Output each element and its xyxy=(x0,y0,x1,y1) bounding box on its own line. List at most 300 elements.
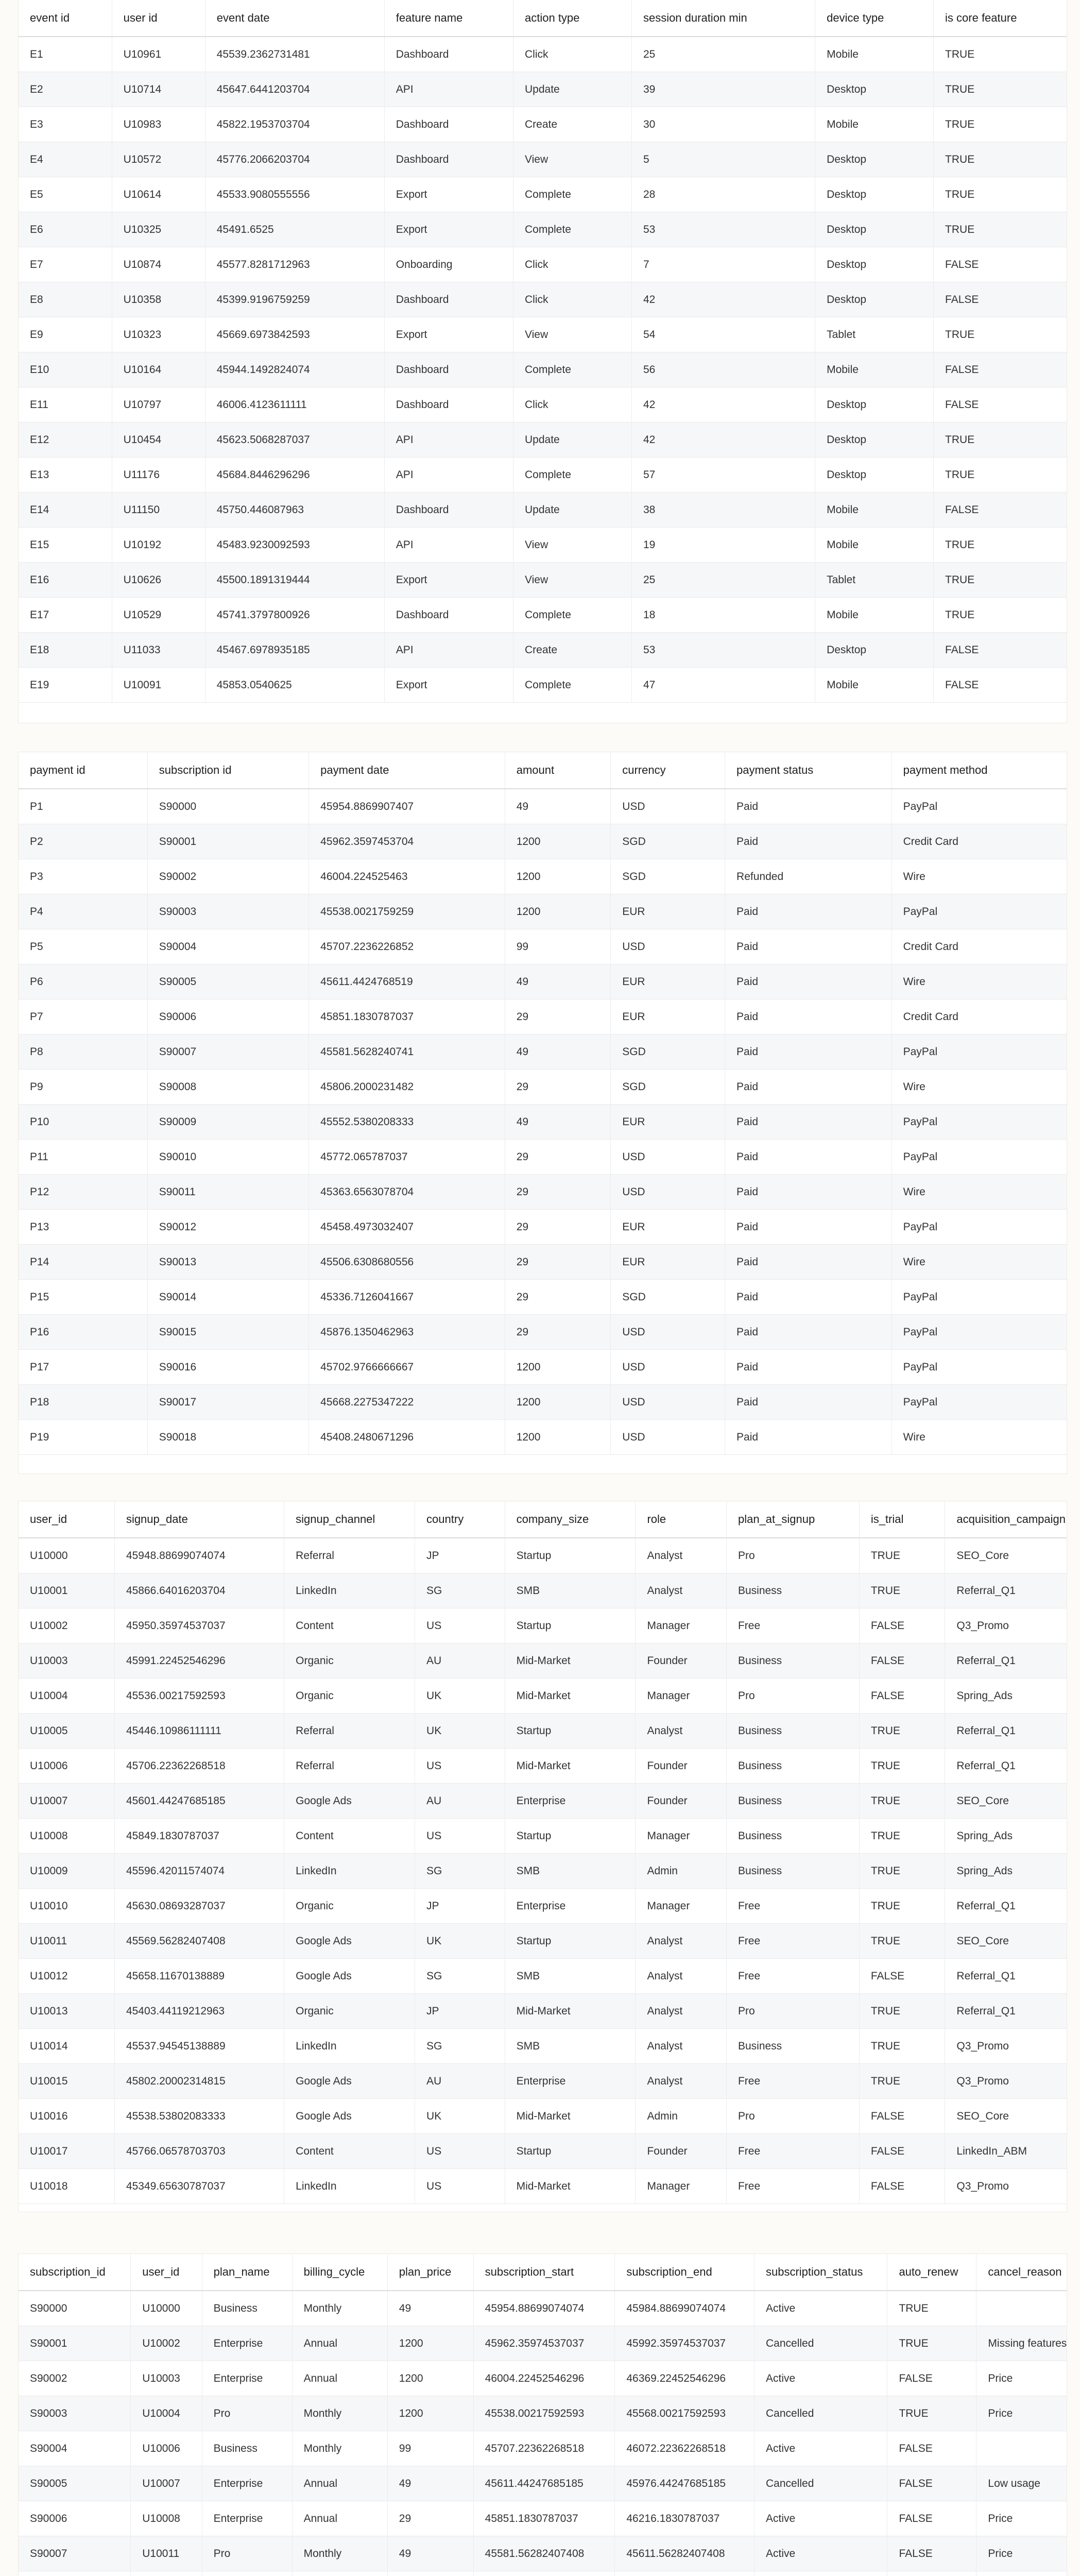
table-cell: U10008 xyxy=(131,2501,202,2536)
table-row[interactable] xyxy=(19,2029,1067,2064)
table-cell: Google Ads xyxy=(284,1959,415,1994)
table-cell: 29 xyxy=(505,1070,611,1105)
table-row[interactable] xyxy=(19,1784,1067,1819)
table-row[interactable] xyxy=(19,2064,1067,2099)
table-cell: 45611.4424768519 xyxy=(309,964,505,999)
table-cell: Startup xyxy=(505,1538,636,1573)
table-cell: 45446.10986111111 xyxy=(114,1714,284,1749)
table-cell: Paid xyxy=(725,1315,892,1350)
table-row[interactable] xyxy=(19,107,1067,142)
table-cell: S90005 xyxy=(19,2466,131,2501)
table-cell: TRUE xyxy=(859,1994,945,2029)
table-cell: 25 xyxy=(631,563,815,598)
table-cell: Mid-Market xyxy=(505,1994,636,2029)
table-row[interactable] xyxy=(19,1315,1067,1350)
table-cell: 45596.42011574074 xyxy=(114,1854,284,1889)
table-row[interactable] xyxy=(19,1608,1067,1643)
table-cell: Founder xyxy=(636,1749,727,1784)
table-cell: Wire xyxy=(892,1070,1067,1105)
table-cell: 39 xyxy=(631,72,815,107)
table-cell: Mid-Market xyxy=(505,1749,636,1784)
table-row[interactable] xyxy=(19,1643,1067,1679)
table-row[interactable] xyxy=(19,563,1067,598)
column-header[interactable]: is_trial xyxy=(859,1501,945,1538)
table-cell: Desktop xyxy=(815,422,934,457)
column-header[interactable]: event date xyxy=(205,0,384,37)
table-cell: Referral_Q1 xyxy=(945,1643,1067,1679)
table-cell: API xyxy=(384,72,513,107)
table-cell: Startup xyxy=(505,2134,636,2169)
table-cell: 49 xyxy=(505,789,611,824)
table-cell: U10358 xyxy=(112,282,205,317)
table-cell: FALSE xyxy=(859,1643,945,1679)
table-cell: 5 xyxy=(631,142,815,177)
table-cell: Business xyxy=(726,1854,859,1889)
table-cell: Export xyxy=(384,317,513,352)
table-cell: Refunded xyxy=(725,859,892,894)
table-cell: 45750.446087963 xyxy=(205,493,384,528)
table-cell: P13 xyxy=(19,1210,147,1245)
table-row[interactable] xyxy=(19,1538,1067,1573)
table-cell: PayPal xyxy=(892,1315,1067,1350)
table-row[interactable] xyxy=(19,1420,1067,1455)
payments-table-card xyxy=(19,752,1067,1473)
table-cell: TRUE xyxy=(859,1573,945,1608)
column-header[interactable]: currency xyxy=(611,752,725,789)
column-header[interactable]: plan_at_signup xyxy=(726,1501,859,1538)
table-cell: Mid-Market xyxy=(505,1679,636,1714)
table-cell: Paid xyxy=(725,929,892,964)
table-cell: Founder xyxy=(636,2134,727,2169)
table-cell: E16 xyxy=(19,563,112,598)
table-cell: PayPal xyxy=(892,1280,1067,1315)
column-header[interactable]: user id xyxy=(112,0,205,37)
column-header[interactable]: billing_cycle xyxy=(292,2254,387,2291)
table-row[interactable] xyxy=(19,2361,1067,2396)
table-cell: USD xyxy=(611,1315,725,1350)
table-cell: PayPal xyxy=(892,1105,1067,1140)
column-header[interactable]: plan_price xyxy=(387,2254,473,2291)
table-cell: JP xyxy=(415,1994,505,2029)
table-cell: Credit Card xyxy=(892,929,1067,964)
table-row[interactable] xyxy=(19,2571,1067,2576)
table-cell: Admin xyxy=(636,1854,727,1889)
table-cell: Desktop xyxy=(815,72,934,107)
table-cell: 45984.88699074074 xyxy=(615,2291,755,2326)
table-row[interactable] xyxy=(19,929,1067,964)
column-header[interactable]: device type xyxy=(815,0,934,37)
column-header[interactable]: subscription_status xyxy=(755,2254,887,2291)
table-cell: LinkedIn_ABM xyxy=(945,2134,1067,2169)
header-row xyxy=(19,2254,1067,2291)
table-cell: S90004 xyxy=(19,2431,131,2466)
header-row xyxy=(19,752,1067,789)
table-cell: S90001 xyxy=(19,2326,131,2361)
column-header[interactable]: payment date xyxy=(309,752,505,789)
table-cell: 45944.1492824074 xyxy=(205,352,384,387)
table-cell: U10454 xyxy=(112,422,205,457)
table-cell: Wire xyxy=(892,859,1067,894)
table-row[interactable] xyxy=(19,964,1067,999)
table-cell: EUR xyxy=(611,894,725,929)
table-cell: TRUE xyxy=(859,2064,945,2099)
table-cell: S90005 xyxy=(147,964,308,999)
table-row[interactable] xyxy=(19,999,1067,1035)
table-cell: EUR xyxy=(611,1210,725,1245)
table-cell: Paid xyxy=(725,789,892,824)
table-cell: FALSE xyxy=(887,2466,976,2501)
table-cell: 46006.4123611111 xyxy=(205,387,384,422)
table-cell: SG xyxy=(415,1959,505,1994)
table-cell: Content xyxy=(284,1819,415,1854)
table-row[interactable] xyxy=(19,1749,1067,1784)
column-header[interactable]: role xyxy=(636,1501,727,1538)
table-row[interactable] xyxy=(19,1175,1067,1210)
table-cell: 45766.06578703703 xyxy=(114,2134,284,2169)
table-cell: SMB xyxy=(505,1854,636,1889)
table-row[interactable] xyxy=(19,1854,1067,1889)
table-cell: U10325 xyxy=(112,212,205,247)
table-cell: Paid xyxy=(725,1070,892,1105)
table-cell: Q3_Promo xyxy=(945,2064,1067,2099)
table-cell: E19 xyxy=(19,668,112,703)
table-row[interactable] xyxy=(19,142,1067,177)
table-cell: 45658.11670138889 xyxy=(114,1959,284,1994)
table-row[interactable] xyxy=(19,789,1067,824)
table-cell: Onboarding xyxy=(384,247,513,282)
table-row[interactable] xyxy=(19,212,1067,247)
column-header[interactable]: country xyxy=(415,1501,505,1538)
table-cell: 45539.2362731481 xyxy=(205,37,384,72)
table-cell: Free xyxy=(726,1889,859,1924)
table-row[interactable] xyxy=(19,2396,1067,2431)
table-cell: 45552.5380208333 xyxy=(309,1105,505,1140)
table-cell: SG xyxy=(415,2029,505,2064)
column-header[interactable]: subscription_start xyxy=(473,2254,615,2291)
table-cell: Price xyxy=(976,2396,1067,2431)
table-cell: AU xyxy=(415,1643,505,1679)
column-header[interactable]: session duration min xyxy=(631,0,815,37)
table-row[interactable] xyxy=(19,387,1067,422)
table-cell: Referral xyxy=(284,1538,415,1573)
column-header[interactable]: company_size xyxy=(505,1501,636,1538)
table-cell: P4 xyxy=(19,894,147,929)
table-cell: U10007 xyxy=(131,2466,202,2501)
table-row[interactable] xyxy=(19,1959,1067,1994)
table-cell: 45538.0021759259 xyxy=(309,894,505,929)
table-cell: US xyxy=(415,2134,505,2169)
column-header[interactable]: signup_channel xyxy=(284,1501,415,1538)
table-cell xyxy=(755,2571,887,2576)
table-row[interactable] xyxy=(19,2099,1067,2134)
table-cell: U10004 xyxy=(131,2396,202,2431)
table-cell: 45962.35974537037 xyxy=(473,2326,615,2361)
table-cell: P5 xyxy=(19,929,147,964)
table-row[interactable] xyxy=(19,282,1067,317)
table-cell: 46072.22362268518 xyxy=(615,2431,755,2466)
column-header[interactable]: acquisition_campaign xyxy=(945,1501,1067,1538)
table-cell: U10614 xyxy=(112,177,205,212)
table-cell: S90002 xyxy=(147,859,308,894)
table-cell: 45954.88699074074 xyxy=(473,2291,615,2326)
table-cell: EUR xyxy=(611,1245,725,1280)
table-cell: 45669.6973842593 xyxy=(205,317,384,352)
table-row[interactable] xyxy=(19,1140,1067,1175)
table-cell: 1200 xyxy=(505,859,611,894)
table-cell: US xyxy=(415,1608,505,1643)
table-row[interactable] xyxy=(19,1889,1067,1924)
table-cell: FALSE xyxy=(934,633,1067,668)
table-cell: Price xyxy=(976,2361,1067,2396)
table-row[interactable] xyxy=(19,352,1067,387)
column-header[interactable]: payment method xyxy=(892,752,1067,789)
table-cell: Free xyxy=(726,2169,859,2204)
table-cell: S90000 xyxy=(147,789,308,824)
table-cell: P17 xyxy=(19,1350,147,1385)
table-cell: U10003 xyxy=(19,1643,114,1679)
column-header[interactable]: subscription_id xyxy=(19,2254,131,2291)
column-header[interactable]: subscription id xyxy=(147,752,308,789)
table-cell: Mobile xyxy=(815,528,934,563)
table-row[interactable] xyxy=(19,633,1067,668)
table-row[interactable] xyxy=(19,668,1067,703)
table-cell: Referral_Q1 xyxy=(945,1573,1067,1608)
table-cell: Update xyxy=(513,72,632,107)
table-row[interactable] xyxy=(19,2291,1067,2326)
table-row[interactable] xyxy=(19,1573,1067,1608)
table-cell: SEO_Core xyxy=(945,1924,1067,1959)
column-header[interactable]: action type xyxy=(513,0,632,37)
column-header[interactable]: signup_date xyxy=(114,1501,284,1538)
column-header[interactable]: user_id xyxy=(19,1501,114,1538)
table-row[interactable] xyxy=(19,1210,1067,1245)
table-row[interactable] xyxy=(19,859,1067,894)
table-row[interactable] xyxy=(19,1994,1067,2029)
column-header[interactable]: feature name xyxy=(384,0,513,37)
table-cell: Spring_Ads xyxy=(945,1679,1067,1714)
table-row[interactable] xyxy=(19,177,1067,212)
column-header[interactable]: amount xyxy=(505,752,611,789)
table-cell: TRUE xyxy=(859,1819,945,1854)
table-cell: 45403.44119212963 xyxy=(114,1994,284,2029)
table-cell: 25 xyxy=(631,37,815,72)
table-cell: 45876.1350462963 xyxy=(309,1315,505,1350)
table-row[interactable] xyxy=(19,422,1067,457)
table-row[interactable] xyxy=(19,1245,1067,1280)
table-cell: TRUE xyxy=(934,528,1067,563)
table-cell: Create xyxy=(513,633,632,668)
table-cell: Manager xyxy=(636,1889,727,1924)
table-row[interactable] xyxy=(19,2431,1067,2466)
table-row[interactable] xyxy=(19,1385,1067,1420)
table-row[interactable] xyxy=(19,2134,1067,2169)
table-cell: Q3_Promo xyxy=(945,2029,1067,2064)
table-cell: 45707.2236226852 xyxy=(309,929,505,964)
users-table-card xyxy=(19,1501,1067,2212)
table-cell: PayPal xyxy=(892,789,1067,824)
table-cell: SMB xyxy=(505,1959,636,1994)
table-cell: Dashboard xyxy=(384,282,513,317)
table-cell: Paid xyxy=(725,1280,892,1315)
subscriptions-table xyxy=(19,2254,1067,2576)
column-header[interactable]: is core feature xyxy=(934,0,1067,37)
table-cell: Complete xyxy=(513,598,632,633)
table-cell: 49 xyxy=(505,964,611,999)
table-cell: View xyxy=(513,563,632,598)
column-header[interactable]: subscription_end xyxy=(615,2254,755,2291)
column-header[interactable]: payment id xyxy=(19,752,147,789)
table-cell: TRUE xyxy=(934,457,1067,493)
table-cell: Dashboard xyxy=(384,387,513,422)
table-cell: P2 xyxy=(19,824,147,859)
table-cell: Pro xyxy=(726,1538,859,1573)
table-cell: Cancelled xyxy=(755,2326,887,2361)
column-header[interactable]: payment status xyxy=(725,752,892,789)
table-cell: Business xyxy=(726,1819,859,1854)
table-cell: Business xyxy=(202,2431,292,2466)
table-row[interactable] xyxy=(19,2169,1067,2204)
table-row[interactable] xyxy=(19,1350,1067,1385)
table-cell: Update xyxy=(513,422,632,457)
table-row[interactable] xyxy=(19,1819,1067,1854)
table-cell: U10001 xyxy=(19,1573,114,1608)
table-row[interactable] xyxy=(19,528,1067,563)
events-table xyxy=(19,0,1067,703)
table-cell: Complete xyxy=(513,668,632,703)
table-cell: 38 xyxy=(631,493,815,528)
column-header[interactable]: auto_renew xyxy=(887,2254,976,2291)
table-cell: 49 xyxy=(505,1035,611,1070)
table-cell: Credit Card xyxy=(892,824,1067,859)
table-row[interactable] xyxy=(19,2536,1067,2571)
table-cell: P1 xyxy=(19,789,147,824)
table-cell: U10961 xyxy=(112,37,205,72)
table-row[interactable] xyxy=(19,1035,1067,1070)
table-cell: 45601.44247685185 xyxy=(114,1784,284,1819)
table-cell: U10572 xyxy=(112,142,205,177)
table-cell: Click xyxy=(513,37,632,72)
table-cell: TRUE xyxy=(934,563,1067,598)
column-header[interactable]: user_id xyxy=(131,2254,202,2291)
table-cell: Enterprise xyxy=(202,2326,292,2361)
table-cell: Desktop xyxy=(815,177,934,212)
table-cell: U10017 xyxy=(19,2134,114,2169)
table-row[interactable] xyxy=(19,2466,1067,2501)
table-cell: 45802.20002314815 xyxy=(114,2064,284,2099)
table-cell: 45668.2275347222 xyxy=(309,1385,505,1420)
table-cell: 45630.08693287037 xyxy=(114,1889,284,1924)
table-cell: U10010 xyxy=(19,1889,114,1924)
table-cell: Organic xyxy=(284,1643,415,1679)
table-cell: U10164 xyxy=(112,352,205,387)
table-row[interactable] xyxy=(19,1280,1067,1315)
table-cell: Annual xyxy=(292,2361,387,2396)
table-cell: S90004 xyxy=(147,929,308,964)
table-cell: 56 xyxy=(631,352,815,387)
table-row[interactable] xyxy=(19,2326,1067,2361)
table-row[interactable] xyxy=(19,72,1067,107)
table-cell: S90006 xyxy=(19,2501,131,2536)
table-cell: PayPal xyxy=(892,1350,1067,1385)
table-cell: 49 xyxy=(387,2291,473,2326)
table-cell: Spring_Ads xyxy=(945,1854,1067,1889)
table-cell: S90007 xyxy=(19,2536,131,2571)
table-cell: Business xyxy=(726,1643,859,1679)
table-cell: P18 xyxy=(19,1385,147,1420)
table-cell: Paid xyxy=(725,1175,892,1210)
table-cell: Content xyxy=(284,1608,415,1643)
table-cell: Annual xyxy=(292,2501,387,2536)
table-cell: U10015 xyxy=(19,2064,114,2099)
table-cell: Free xyxy=(726,1959,859,1994)
table-cell: S90003 xyxy=(147,894,308,929)
table-cell: Analyst xyxy=(636,1573,727,1608)
table-cell: API xyxy=(384,633,513,668)
table-row[interactable] xyxy=(19,37,1067,72)
table-cell: 45577.8281712963 xyxy=(205,247,384,282)
table-row[interactable] xyxy=(19,1714,1067,1749)
table-row[interactable] xyxy=(19,894,1067,929)
table-cell: Mobile xyxy=(815,668,934,703)
table-cell: 45533.9080555556 xyxy=(205,177,384,212)
table-row[interactable] xyxy=(19,2501,1067,2536)
table-row[interactable] xyxy=(19,493,1067,528)
table-cell: P15 xyxy=(19,1280,147,1315)
table-cell: TRUE xyxy=(859,1889,945,1924)
column-header[interactable]: plan_name xyxy=(202,2254,292,2291)
table-row[interactable] xyxy=(19,457,1067,493)
table-cell: Tablet xyxy=(815,317,934,352)
table-cell: FALSE xyxy=(934,247,1067,282)
table-cell: U10626 xyxy=(112,563,205,598)
table-row[interactable] xyxy=(19,1105,1067,1140)
table-cell: U10529 xyxy=(112,598,205,633)
table-cell: 53 xyxy=(631,633,815,668)
table-cell: FALSE xyxy=(859,1679,945,1714)
table-cell: Export xyxy=(384,563,513,598)
table-cell: Google Ads xyxy=(284,1924,415,1959)
table-row[interactable] xyxy=(19,247,1067,282)
table-row[interactable] xyxy=(19,1679,1067,1714)
table-row[interactable] xyxy=(19,598,1067,633)
table-cell: U10018 xyxy=(19,2169,114,2204)
table-cell: TRUE xyxy=(859,1854,945,1889)
table-row[interactable] xyxy=(19,317,1067,352)
table-row[interactable] xyxy=(19,1070,1067,1105)
table-cell: EUR xyxy=(611,1105,725,1140)
table-cell: Analyst xyxy=(636,1714,727,1749)
table-cell: Active xyxy=(755,2501,887,2536)
table-cell: 45483.9230092593 xyxy=(205,528,384,563)
column-header[interactable]: cancel_reason xyxy=(976,2254,1067,2291)
table-cell: Tablet xyxy=(815,563,934,598)
table-row[interactable] xyxy=(19,824,1067,859)
table-cell: Startup xyxy=(505,1924,636,1959)
table-cell: E12 xyxy=(19,422,112,457)
table-cell: TRUE xyxy=(934,107,1067,142)
column-header[interactable]: event id xyxy=(19,0,112,37)
table-cell: USD xyxy=(611,929,725,964)
table-cell: 45611.44247685185 xyxy=(473,2466,615,2501)
table-cell: E14 xyxy=(19,493,112,528)
table-cell: View xyxy=(513,317,632,352)
table-cell: JP xyxy=(415,1538,505,1573)
table-cell: U10714 xyxy=(112,72,205,107)
table-cell: Founder xyxy=(636,1643,727,1679)
table-cell: 45399.9196759259 xyxy=(205,282,384,317)
table-row[interactable] xyxy=(19,1924,1067,1959)
table-cell: U10874 xyxy=(112,247,205,282)
